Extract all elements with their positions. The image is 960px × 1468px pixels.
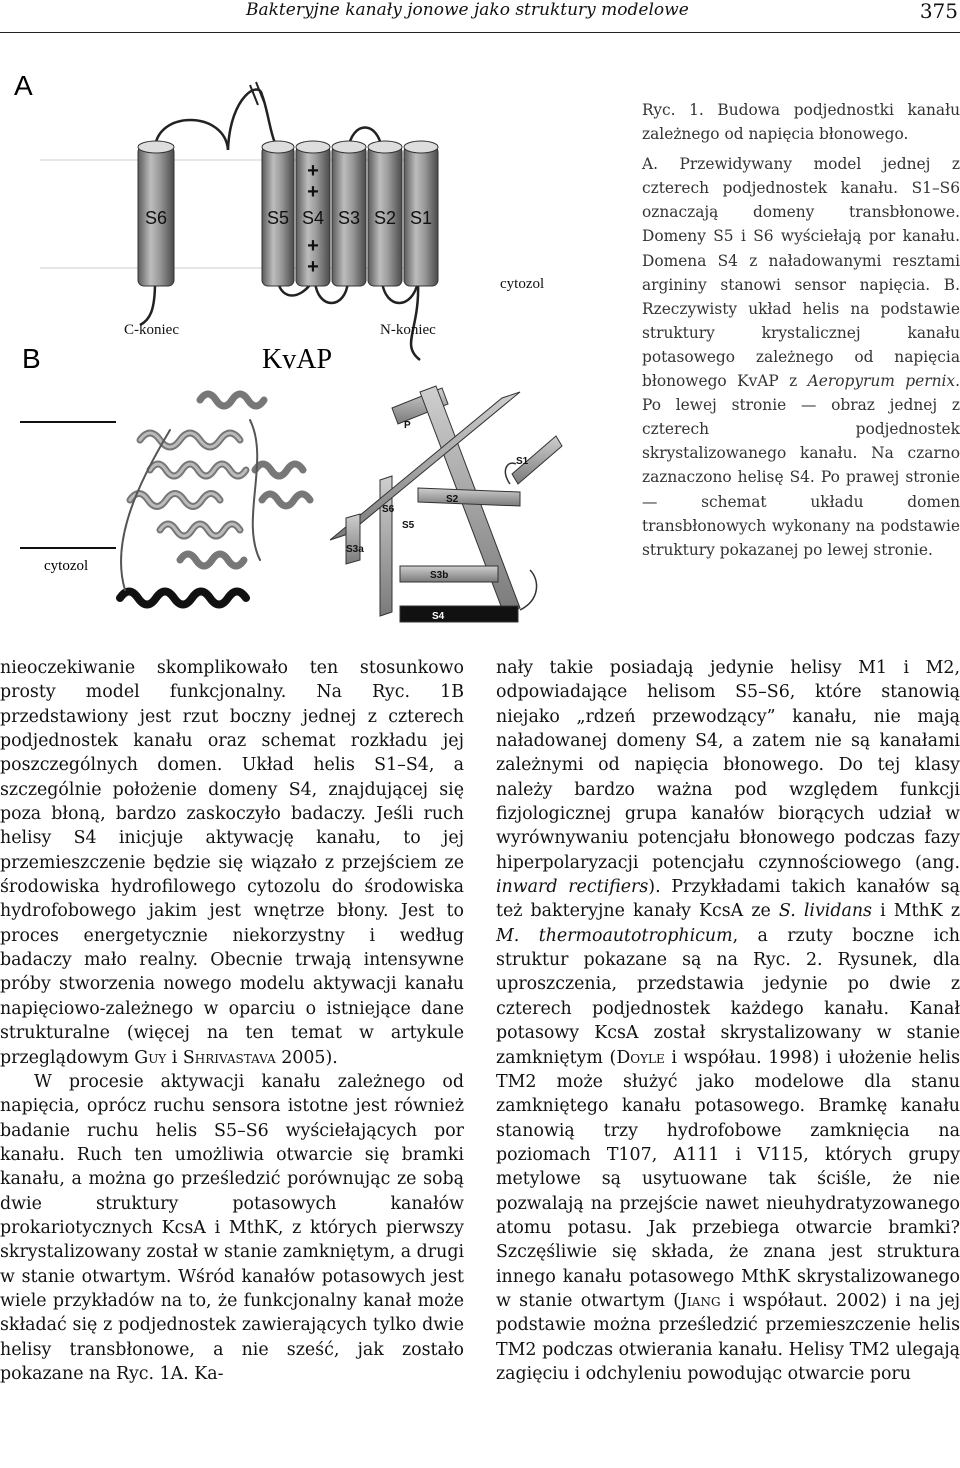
paragraph: W procesie aktywacji kanału zależnego od napięcia, oprócz ruchu sensora istotne jest również badanie ruchu helis S5–S6 wyściełających por kanału. Ruch ten umożliwia otwarcie się bramki kanału, a można go prześledzić porównując ze sobą dwie struktury potasowych kanałów prokariotycznych KcsA i MthK, z których pierwszy skrystalizowany został w stanie zamkniętym, a drugi w stanie otwartym. Wśród kanałów potasowych jest wiele przykładów na to, że funkcjonalny kanał może składać się z podjednostek zawierających tylko dwie helisy transbłonowe, a nie sześć, jak zostało pokazane na Ryc. 1A. Ka- xyxy=(0,1071,465,1384)
plus-1: + xyxy=(307,160,319,182)
cytozol-label-a: cytozol xyxy=(500,276,545,292)
kvap-ribbon-structure xyxy=(120,394,310,605)
schematic-label-s1: S1 xyxy=(516,456,529,467)
plus-2: + xyxy=(307,181,319,203)
citation-author: Shrivastava xyxy=(182,1047,276,1068)
c-terminus-label: C-koniec xyxy=(124,322,179,338)
paragraph: nieoczekiwanie skomplikowało ten stosunkowo prosty model funkcjonalny. Na Ryc. 1B przedstawiony jest rzut boczny jednej z czterech podjednostek kanału oraz schemat rozkładu jej poszczególnych domen. Układ helis S1–S4, a szczególnie położenie domeny S4, znajdującej się poza błoną, bardzo zaskoczyło badaczy. Jeśli ruch helisy S4 inicjuje aktywację kanału, to jej przemieszczenie będzie się wiązało z przejściem ze środowiska hydrofilowego cytozolu do środowiska hydrofobowego jakim jest wnętrze błony. Jest to proces energetycznie niekorzystny i według badaczy mało realny. Obecnie trwają intensywne próby stworzenia nowego modelu aktywacji kanału napięciowo-zależnego w oparciu o istniejące dane strukturalne (więcej na ten temat w artykule przeglądowym Guy i Shrivastava 2005). xyxy=(0,658,464,1068)
left-column xyxy=(0,656,464,1386)
plus-4: + xyxy=(307,256,319,278)
figure-1 xyxy=(0,40,610,640)
schematic-label-s2: S2 xyxy=(446,494,459,505)
schematic-label-p: P xyxy=(404,420,411,431)
label-s5: S5 xyxy=(266,208,290,228)
schematic-label-s5: S5 xyxy=(402,520,415,531)
paragraph: nały takie posiadają jedynie helisy M1 i M2, odpowiadające helisom S5–S6, które stanowią niejako „rdzeń przewodzący” kanału, nie mają naładowanej domeny S4, a zatem nie są kanałami zależnymi od napięcia błonowego. Do tej klasy należy bardzo ważna pod względem funkcji fizjologicznej grupa kanałów biorących udział w wyrównywaniu potencjału błonowego podczas fazy hiperpolaryzacji potencjału czynnościowego (ang. inward rectifiers). Przykładami takich kanałów są też bakteryjne kanały KcsA ze S. lividans i MthK z M. thermoautotrophicum, a rzuty boczne ich struktur pokazane są na Ryc. 2. Rysunek, dla uproszczenia, przedstawia jedynie po dwie z czterech podjednostek każdego kanału. Kanał potasowy KcsA został skrystalizowany w stanie zamkniętym (Doyle i współau. 1998) i ułożenie helis TM2 może służyć jako modelowe dla stanu zamkniętego kanału potasowego. Bramkę kanału stanowią trzy hydrofobowe zamknięcia na poziomach T107, A111 i V115, których grupy metylowe są usytuowane tak ściśle, że nie pozwalają na przejście nawet nieuhydratyzowanego atomu potasu. Jak przebiega otwarcie bramki? Szczęśliwie się składa, że znana jest struktura innego kanału potasowego MthK skrystalizowanego w stanie otwartym (Jiang i współaut. 2002) i na jej podstawie można prześledzić przemieszczenie helis TM2 podczas otwierania kanału. Helisy TM2 ulegają zagięciu i odchyleniu powodując otwarcie poru xyxy=(496,658,960,1384)
n-terminus-label: N-koniec xyxy=(380,322,436,338)
schematic-label-s4: S4 xyxy=(432,611,445,622)
label-s1: S1 xyxy=(409,208,433,228)
page-number: 375 xyxy=(919,0,958,23)
species-name: M. thermoautotrophicum xyxy=(496,925,733,946)
label-s3: S3 xyxy=(337,208,361,228)
english-term: inward rectifiers xyxy=(496,877,649,898)
species-name: S. lividans xyxy=(778,901,872,922)
label-s6: S6 xyxy=(144,208,168,228)
right-column xyxy=(496,656,960,1386)
schematic-label-s3b: S3b xyxy=(430,570,449,581)
citation-author: Guy xyxy=(134,1047,167,1068)
species-name: Aeropyrum pernix xyxy=(807,372,956,391)
caption-body: A. Przewidywany model jednej z czterech podjednostek kanału. S1–S6 oznaczają domeny transbłonowe. Domeny S5 i S6 wyściełają por kanału. Domena S4 z naładowanymi resztami argininy stanowi sensor napięcia. B. Rzeczywisty układ helis na podstawie struktury krystalicznej kanału potasowego zależnego od napięcia błonowego KvAP z Aeropyrum pernix. Po lewej stronie — obraz jednej z czterech podjednostek skrystalizowanego kanału. Na czarno zaznaczono helisę S4. Po prawej stronie — schemat układu domen transbłonowych wykonany na podstawie struktury pokazanej po lewej stronie. xyxy=(642,155,960,559)
panel-a-label: A xyxy=(14,70,33,101)
panel-b-label: B xyxy=(22,343,41,374)
label-s4: S4 xyxy=(301,208,325,228)
plus-3: + xyxy=(307,235,319,257)
header-rule xyxy=(0,32,960,33)
kvap-label: KvAP xyxy=(262,344,333,375)
schematic-label-s6: S6 xyxy=(382,504,395,515)
running-head xyxy=(0,0,960,30)
running-title: Bakteryjne kanały jonowe jako struktury modelowe xyxy=(246,0,689,20)
citation-author: Jiang xyxy=(680,1290,721,1311)
label-s2: S2 xyxy=(373,208,397,228)
caption-title: Ryc. 1. Budowa podjednostki kanału zależnego od napięcia błonowego. xyxy=(642,101,960,144)
citation-author: Doyle xyxy=(616,1047,665,1068)
cytozol-label-b: cytozol xyxy=(44,558,89,574)
schematic-label-s3a: S3a xyxy=(346,544,364,555)
figure-caption xyxy=(642,98,960,568)
